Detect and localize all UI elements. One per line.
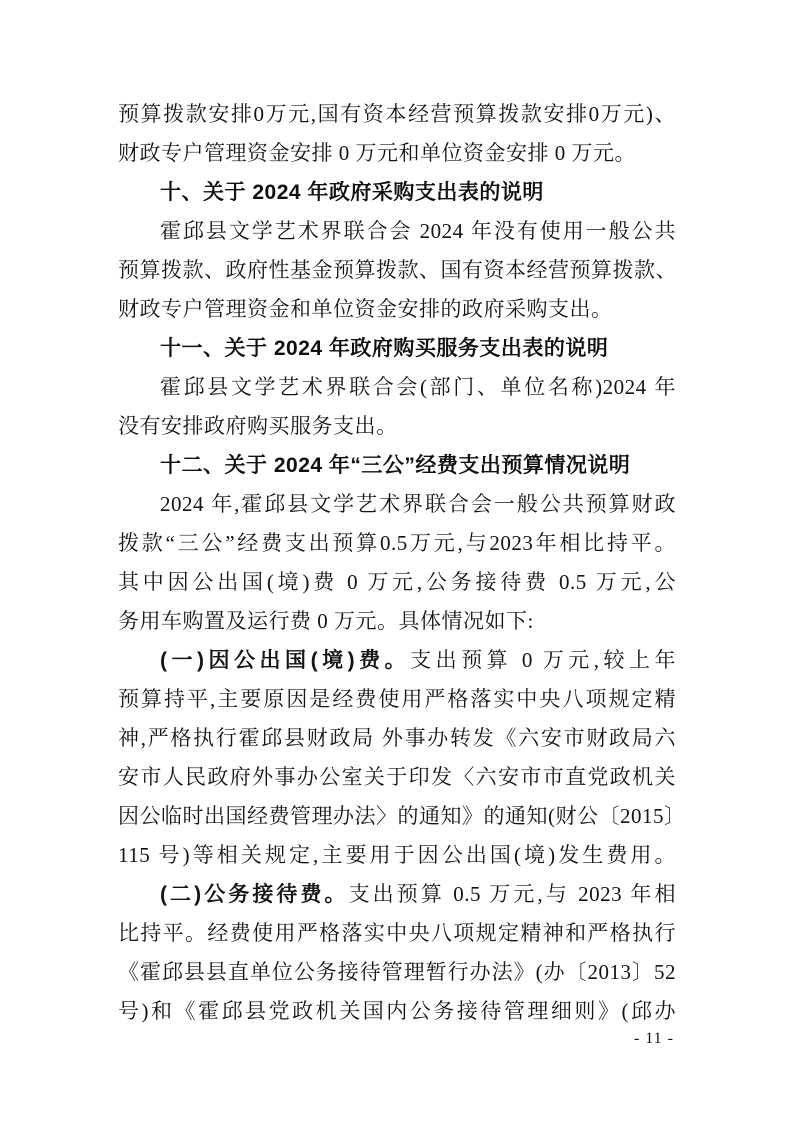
section-heading-twelve-three-public-expenses: 十二、关于 2024 年“三公”经费支出预算情况说明 bbox=[160, 454, 631, 477]
paragraph-official-reception-expense bbox=[118, 875, 676, 1031]
paragraph-three-public-expenses-overview bbox=[118, 485, 676, 641]
text-line: 霍邱县文学艺术界联合会 2024 年没有使用一般公共 bbox=[160, 219, 676, 243]
lead-rest-text: 支出预算 0.5 万元,与 2023 年相 bbox=[348, 882, 676, 906]
section-heading-eleven-purchased-services: 十一、关于 2024 年政府购买服务支出表的说明 bbox=[160, 337, 609, 360]
text-line: 财政专户管理资金和单位资金安排的政府采购支出。 bbox=[118, 297, 613, 321]
paragraph-purchased-services bbox=[118, 368, 676, 446]
page-footer bbox=[634, 1030, 674, 1048]
document-content bbox=[118, 95, 686, 1031]
text-line: 没有安排政府购买服务支出。 bbox=[118, 414, 398, 438]
text-line: 神,严格执行霍邱县财政局 外事办转发《六安市财政局六 bbox=[118, 726, 676, 750]
text-line: 预算拨款、政府性基金预算拨款、国有资本经营预算拨款、 bbox=[118, 258, 677, 282]
text-line: 《霍邱县县直单位公务接待管理暂行办法》(办〔2013〕52 bbox=[118, 960, 676, 984]
section-heading-ten-government-procurement: 十、关于 2024 年政府采购支出表的说明 bbox=[160, 181, 544, 204]
text-line: 务用车购置及运行费 0 万元。具体情况如下: bbox=[118, 609, 534, 633]
paragraph-overseas-travel-expense bbox=[118, 641, 686, 875]
text-line: 其中因公出国(境)费 0 万元,公务接待费 0.5 万元,公 bbox=[118, 570, 676, 594]
text-line: 预算持平,主要原因是经费使用严格落实中央八项规定精 bbox=[118, 687, 676, 711]
text-line: 比持平。经费使用严格落实中央八项规定精神和严格执行 bbox=[118, 921, 676, 945]
bold-lead-overseas-travel: (一)因公出国(境)费。 bbox=[160, 649, 411, 672]
paragraph-budget-allocation-continuation bbox=[118, 95, 676, 173]
text-line: 115 号)等相关规定,主要用于因公出国(境)发生费用。 bbox=[118, 843, 676, 867]
text-line bbox=[118, 641, 676, 680]
bold-lead-official-reception: (二)公务接待费。 bbox=[160, 883, 349, 906]
text-line bbox=[118, 875, 676, 914]
text-line: 财政专户管理资金安排 0 万元和单位资金安排 0 万元。 bbox=[118, 141, 636, 165]
text-line: 因公临时出国经费管理办法〉的通知》的通知(财公〔2015〕 bbox=[118, 804, 686, 828]
text-line: 2024 年,霍邱县文学艺术界联合会一般公共预算财政 bbox=[160, 492, 676, 516]
page-number: - 11 - bbox=[633, 1030, 674, 1047]
lead-rest-text: 支出预算 0 万元,较上年 bbox=[410, 648, 677, 672]
text-line: 霍邱县文学艺术界联合会(部门、单位名称)2024 年 bbox=[160, 375, 676, 399]
text-line: 拨款“三公”经费支出预算0.5万元,与2023年相比持平。 bbox=[118, 531, 676, 555]
text-line: 号)和《霍邱县党政机关国内公务接待管理细则》(邱办 bbox=[118, 999, 676, 1023]
text-line: 安市人民政府外事办公室关于印发〈六安市市直党政机关 bbox=[118, 765, 676, 789]
text-line: 预算拨款安排0万元,国有资本经营预算拨款安排0万元)、 bbox=[118, 102, 676, 126]
paragraph-government-procurement bbox=[118, 212, 676, 329]
